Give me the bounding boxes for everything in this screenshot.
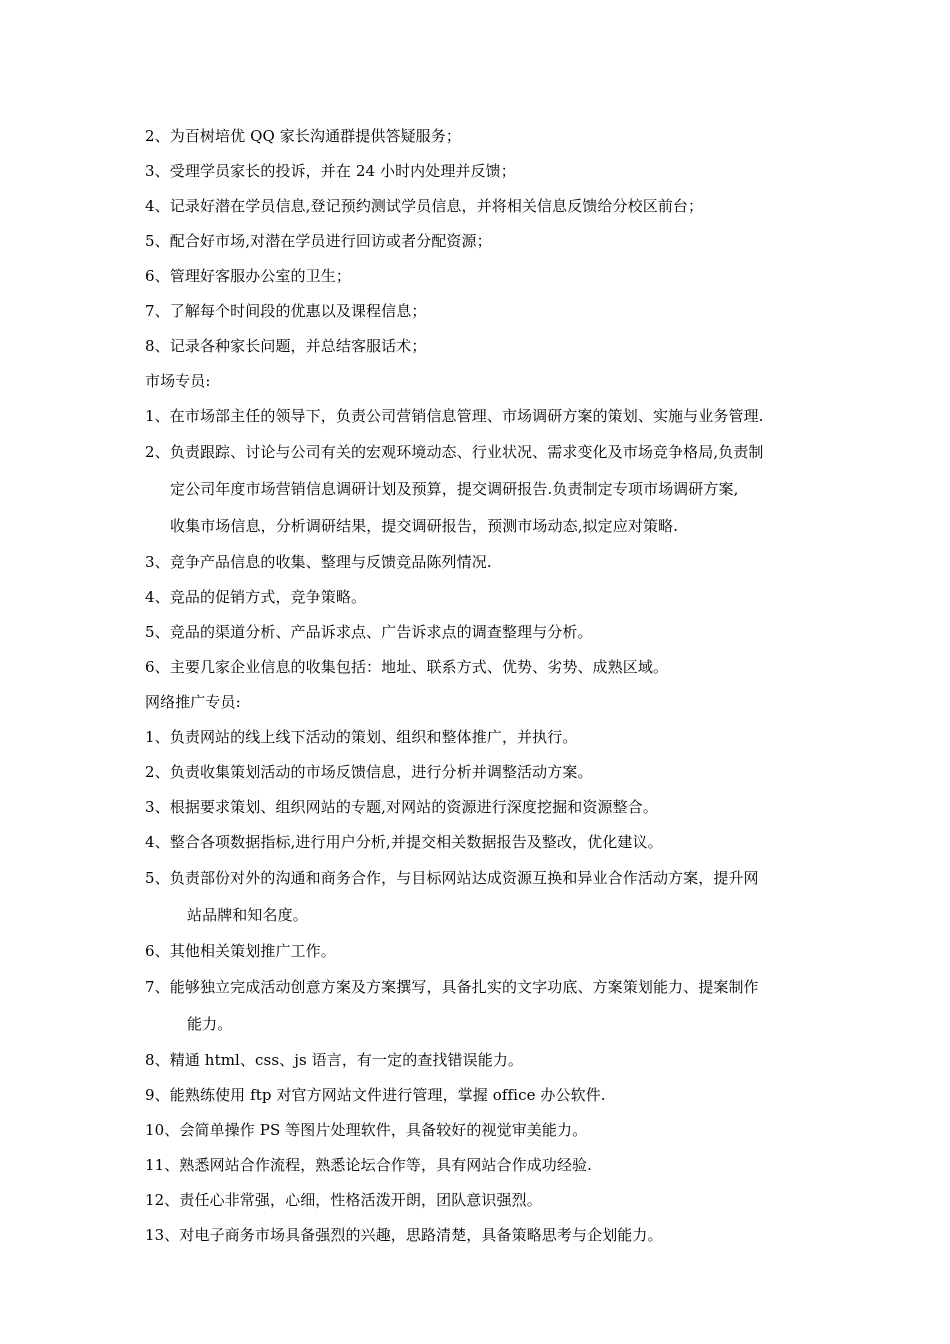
paragraph-line: 6、主要几家企业信息的收集包括：地址、联系方式、优势、劣势、成熟区域。 (145, 658, 669, 676)
paragraph-line: 11、熟悉网站合作流程，熟悉论坛合作等，具有网站合作成功经验. (145, 1156, 592, 1174)
paragraph-continuation: 能力。 (187, 1015, 233, 1033)
paragraph-line: 6、管理好客服办公室的卫生； (145, 267, 351, 285)
paragraph-line: 3、竞争产品信息的收集、整理与反馈竞品陈列情况. (145, 553, 492, 571)
paragraph-line: 9、能熟练使用 ftp 对官方网站文件进行管理，掌握 office 办公软件. (145, 1086, 606, 1104)
paragraph-line: 3、受理学员家长的投诉，并在 24 小时内处理并反馈； (145, 162, 516, 180)
paragraph-line: 10、会简单操作 PS 等图片处理软件，具备较好的视觉审美能力。 (145, 1121, 588, 1139)
section-heading: 网络推广专员: (145, 693, 241, 711)
paragraph-line: 7、了解每个时间段的优惠以及课程信息； (145, 302, 427, 320)
paragraph-line: 5、竞品的渠道分析、产品诉求点、广告诉求点的调查整理与分析。 (145, 623, 593, 641)
paragraph-line: 6、其他相关策划推广工作。 (145, 942, 336, 960)
paragraph-line: 3、根据要求策划、组织网站的专题,对网站的资源进行深度挖掘和资源整合。 (145, 798, 658, 816)
document-body (145, 119, 815, 1253)
paragraph-line: 4、记录好潜在学员信息,登记预约测试学员信息，并将相关信息反馈给分校区前台； (145, 197, 704, 215)
section-heading: 市场专员: (145, 372, 211, 390)
paragraph-line: 2、为百树培优 QQ 家长沟通群提供答疑服务； (145, 127, 461, 145)
paragraph-line: 5、负责部份对外的沟通和商务合作，与目标网站达成资源互换和异业合作活动方案，提升网 (145, 869, 759, 887)
paragraph-line: 8、精通 html、css、js 语言，有一定的查找错误能力。 (145, 1051, 524, 1069)
paragraph-line: 5、配合好市场,对潜在学员进行回访或者分配资源； (145, 232, 492, 250)
paragraph-continuation: 收集市场信息，分析调研结果，提交调研报告，预测市场动态,拟定应对策略. (170, 517, 679, 535)
paragraph-line: 2、负责跟踪、讨论与公司有关的宏观环境动态、行业状况、需求变化及市场竞争格局,负责制 (145, 443, 764, 461)
paragraph-continuation: 定公司年度市场营销信息调研计划及预算，提交调研报告.负责制定专项市场调研方案, (170, 480, 739, 498)
paragraph-line: 12、责任心非常强，心细，性格活泼开朗，团队意识强烈。 (145, 1191, 542, 1209)
paragraph-line: 1、在市场部主任的领导下，负责公司营销信息管理、市场调研方案的策划、实施与业务管理. (145, 407, 764, 425)
paragraph-line: 4、整合各项数据指标,进行用户分析,并提交相关数据报告及整改，优化建议。 (145, 833, 663, 851)
paragraph-continuation: 站品牌和知名度。 (187, 906, 308, 924)
paragraph-line: 8、记录各种家长问题，并总结客服话术； (145, 337, 427, 355)
paragraph-line: 2、负责收集策划活动的市场反馈信息，进行分析并调整活动方案。 (145, 763, 593, 781)
paragraph-line: 4、竞品的促销方式，竞争策略。 (145, 588, 367, 606)
paragraph-line: 1、负责网站的线上线下活动的策划、组织和整体推广，并执行。 (145, 728, 578, 746)
paragraph-line: 13、对电子商务市场具备强烈的兴趣，思路清楚，具备策略思考与企划能力。 (145, 1226, 663, 1244)
paragraph-line: 7、能够独立完成活动创意方案及方案撰写，具备扎实的文字功底、方案策划能力、提案制作 (145, 978, 759, 996)
